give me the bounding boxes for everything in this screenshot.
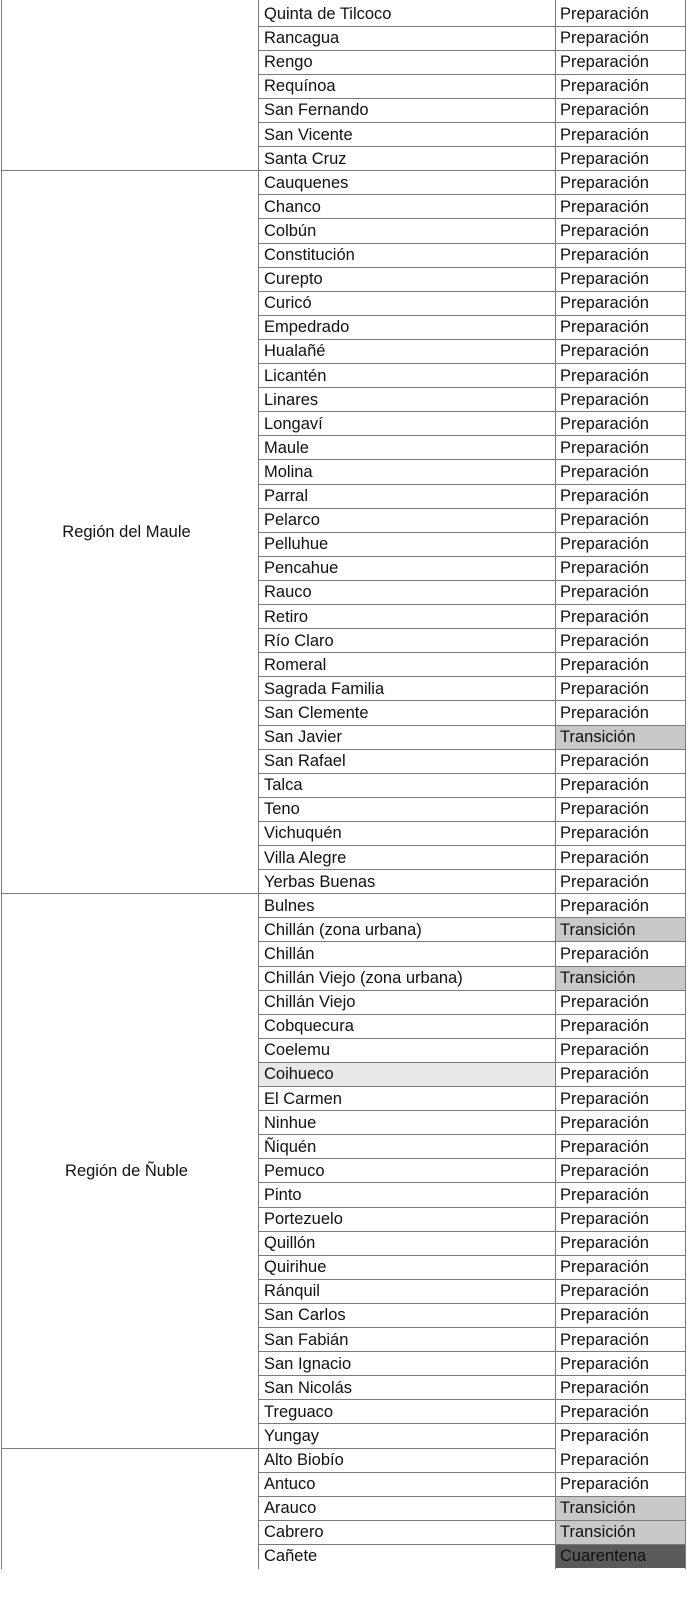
- region-name: [1, 1448, 258, 1569]
- row-separator: [258, 50, 686, 51]
- row-separator: [258, 1110, 686, 1111]
- fase-cell: Cuarentena: [555, 1544, 685, 1568]
- fase-cell: Preparación: [555, 123, 685, 147]
- comuna-cell: Ránquil: [264, 1282, 320, 1301]
- fase-cell: Preparación: [555, 1376, 685, 1400]
- comuna-cell: Quinta de Tilcoco: [264, 5, 392, 23]
- row-separator: [258, 990, 686, 991]
- comuna-cell: San Ignacio: [264, 1354, 352, 1373]
- fase-cell: Preparación: [555, 749, 685, 773]
- comuna-cell: Retiro: [264, 607, 309, 626]
- fase-cell: Preparación: [555, 1111, 685, 1135]
- fase-cell: Preparación: [555, 894, 685, 918]
- comuna-cell: El Carmen: [264, 1089, 342, 1108]
- row-separator: [258, 1014, 686, 1015]
- fase-cell: Transición: [555, 1496, 685, 1520]
- row-separator: [258, 435, 686, 436]
- comuna-cell: Quillón: [264, 1234, 316, 1253]
- row-separator: [258, 580, 686, 581]
- fase-cell: Preparación: [555, 291, 685, 315]
- row-separator: [258, 725, 686, 726]
- fase-cell: Preparación: [555, 677, 685, 701]
- row-separator: [258, 1375, 686, 1376]
- fase-cell: Preparación: [555, 1207, 685, 1231]
- fase-cell: Preparación: [555, 532, 685, 556]
- row-separator: [258, 363, 686, 364]
- row-separator: [258, 98, 686, 99]
- row-separator: [258, 1182, 686, 1183]
- row-separator: [258, 1472, 686, 1473]
- fase-cell: Preparación: [555, 1135, 685, 1159]
- comuna-cell: Villa Alegre: [264, 848, 347, 867]
- fase-cell: Preparación: [555, 773, 685, 797]
- fase-cell: Preparación: [555, 1014, 685, 1038]
- fase-cell: Preparación: [555, 315, 685, 339]
- col-border-middle: [258, 0, 259, 1569]
- row-separator: [258, 508, 686, 509]
- row-separator: [258, 749, 686, 750]
- comuna-cell: San Vicente: [264, 125, 353, 144]
- fase-cell: Preparación: [555, 605, 685, 629]
- fase-cell: Preparación: [555, 1352, 685, 1376]
- region-name: [1, 2, 258, 171]
- fase-cell: Preparación: [555, 484, 685, 508]
- row-separator: [258, 966, 686, 967]
- comuna-cell: Rengo: [264, 53, 313, 72]
- row-separator: [258, 74, 686, 75]
- row-separator: [258, 1544, 686, 1545]
- comuna-cell: Teno: [264, 800, 300, 819]
- row-separator: [258, 652, 686, 653]
- comuna-cell: San Nicolás: [264, 1378, 353, 1397]
- fase-cell: Preparación: [555, 26, 685, 50]
- comuna-cell: Pelarco: [264, 511, 320, 530]
- comuna-cell: San Javier: [264, 728, 342, 746]
- comuna-cell: Arauco: [264, 1499, 317, 1518]
- comuna-cell: San Carlos: [264, 1306, 346, 1325]
- comuna-cell: Hualañé: [264, 342, 326, 361]
- row-separator: [258, 1279, 686, 1280]
- comuna-cell: Chanco: [264, 197, 321, 216]
- row-separator: [258, 387, 686, 388]
- comuna-cell: Parral: [264, 487, 309, 505]
- row-separator: [258, 26, 686, 27]
- row-separator: [258, 628, 686, 629]
- comuna-cell: Pencahue: [264, 559, 339, 578]
- comuna-cell: Curicó: [264, 294, 312, 313]
- fase-cell: Preparación: [555, 1400, 685, 1424]
- row-separator: [258, 556, 686, 557]
- row-separator: [258, 1399, 686, 1400]
- fase-cell: Preparación: [555, 870, 685, 894]
- fase-cell: Transición: [555, 966, 685, 990]
- row-separator: [258, 821, 686, 822]
- fase-cell: Preparación: [555, 1159, 685, 1183]
- comuna-cell: Romeral: [264, 655, 327, 674]
- fase-cell: Preparación: [555, 219, 685, 243]
- row-separator: [258, 459, 686, 460]
- comuna-cell: Coihueco: [258, 1062, 555, 1086]
- col-border-left: [1, 0, 2, 1569]
- fase-cell: Preparación: [555, 580, 685, 604]
- fase-cell: Preparación: [555, 797, 685, 821]
- comuna-cell: Rauco: [264, 583, 312, 602]
- row-separator: [258, 797, 686, 798]
- comuna-cell: Molina: [264, 462, 313, 481]
- fase-cell: Preparación: [555, 50, 685, 74]
- row-separator: [258, 1158, 686, 1159]
- fase-cell: Preparación: [555, 74, 685, 98]
- fase-cell: Preparación: [555, 1062, 685, 1086]
- fase-cell: Preparación: [555, 629, 685, 653]
- comuna-cell: Licantén: [264, 366, 327, 385]
- fase-cell: Preparación: [555, 1255, 685, 1279]
- row-separator: [258, 1423, 686, 1424]
- row-separator: [258, 1086, 686, 1087]
- row-separator: [258, 941, 686, 942]
- region-name: Región de Ñuble: [65, 1161, 188, 1180]
- fase-cell: Preparación: [555, 1303, 685, 1327]
- fase-cell: Preparación: [555, 942, 685, 966]
- fase-cell: Preparación: [555, 701, 685, 725]
- row-separator: [258, 411, 686, 412]
- comuna-cell: Antuco: [264, 1475, 316, 1494]
- fase-cell: Preparación: [555, 1087, 685, 1111]
- fase-cell: Preparación: [555, 1038, 685, 1062]
- comuna-cell: Yerbas Buenas: [264, 872, 376, 891]
- fase-cell: Preparación: [555, 1231, 685, 1255]
- fase-cell: Transición: [555, 725, 685, 749]
- comuna-cell: Maule: [264, 438, 309, 457]
- row-separator: [258, 604, 686, 605]
- row-separator: [258, 339, 686, 340]
- comuna-cell: Ñiquén: [264, 1137, 317, 1156]
- comuna-cell: Linares: [264, 390, 319, 409]
- comuna-cell: Empedrado: [264, 318, 350, 337]
- fase-cell: Transición: [555, 1520, 685, 1544]
- fase-cell: Preparación: [555, 171, 685, 195]
- row-separator: [258, 1327, 686, 1328]
- row-separator: [258, 845, 686, 846]
- fase-cell: Preparación: [555, 412, 685, 436]
- comuna-cell: San Rafael: [264, 752, 346, 771]
- fase-cell: Preparación: [555, 990, 685, 1014]
- row-separator: [258, 917, 686, 918]
- row-separator: [258, 1520, 686, 1521]
- row-separator: [258, 194, 686, 195]
- row-separator: [258, 773, 686, 774]
- col-border-right: [685, 0, 686, 1569]
- fase-cell: Preparación: [555, 339, 685, 363]
- col-border-status: [555, 0, 556, 1569]
- fase-cell: Preparación: [555, 147, 685, 171]
- comuna-cell: Santa Cruz: [264, 149, 347, 168]
- comuna-cell: Chillán Viejo (zona urbana): [264, 969, 463, 987]
- comuna-cell: Cañete: [264, 1547, 318, 1566]
- comuna-cell: Yungay: [264, 1426, 320, 1445]
- row-separator: [258, 1255, 686, 1256]
- row-separator: [258, 676, 686, 677]
- fase-cell: Preparación: [555, 653, 685, 677]
- fase-cell: Preparación: [555, 1183, 685, 1207]
- row-separator: [258, 315, 686, 316]
- fase-cell: Preparación: [555, 436, 685, 460]
- comuna-cell: Sagrada Familia: [264, 679, 385, 698]
- fase-cell: Preparación: [555, 1424, 685, 1448]
- row-separator: [258, 1496, 686, 1497]
- row-separator: [258, 532, 686, 533]
- fase-cell: Preparación: [555, 846, 685, 870]
- fase-cell: Preparación: [555, 388, 685, 412]
- comuna-cell: Pelluhue: [264, 535, 329, 554]
- comuna-cell: Requínoa: [264, 77, 336, 96]
- comuna-cell: Cabrero: [264, 1523, 324, 1542]
- comuna-cell: Ninhue: [264, 1113, 317, 1132]
- row-separator: [258, 1351, 686, 1352]
- fase-cell: Preparación: [555, 1472, 685, 1496]
- row-separator: [258, 267, 686, 268]
- row-separator: [258, 1134, 686, 1135]
- row-separator: [258, 243, 686, 244]
- comuna-cell: Quirihue: [264, 1258, 327, 1277]
- comuna-cell: Vichuquén: [264, 824, 342, 843]
- comuna-cell: Longaví: [264, 414, 323, 433]
- row-separator: [258, 291, 686, 292]
- fase-cell: Preparación: [555, 1448, 685, 1472]
- comuna-cell: Cauquenes: [264, 173, 349, 192]
- comuna-cell: Pinto: [264, 1185, 302, 1204]
- comuna-cell: Río Claro: [264, 631, 334, 650]
- row-separator: [258, 869, 686, 870]
- comuna-cell: Constitución: [264, 246, 355, 264]
- fase-cell: Preparación: [555, 508, 685, 532]
- comuna-cell: Portezuelo: [264, 1210, 343, 1228]
- row-separator: [258, 122, 686, 123]
- row-separator: [258, 1062, 686, 1063]
- fase-cell: Preparación: [555, 98, 685, 122]
- row-separator: [258, 1207, 686, 1208]
- fase-cell: Preparación: [555, 243, 685, 267]
- fase-cell: Preparación: [555, 821, 685, 845]
- comuna-cell: San Fernando: [264, 101, 369, 120]
- fase-cell: Preparación: [555, 195, 685, 219]
- fase-cell: Transición: [555, 918, 685, 942]
- fase-cell: Preparación: [555, 2, 685, 26]
- comuna-cell: Cobquecura: [264, 1017, 354, 1036]
- comuna-cell: Curepto: [264, 270, 323, 289]
- fase-cell: Preparación: [555, 556, 685, 580]
- row-separator: [258, 1303, 686, 1304]
- row-separator: [258, 1231, 686, 1232]
- region-name: Región del Maule: [62, 522, 191, 541]
- row-separator: [258, 700, 686, 701]
- row-separator: [258, 484, 686, 485]
- row-separator: [258, 146, 686, 147]
- comuna-cell: Bulnes: [264, 896, 315, 915]
- row-separator: [258, 1038, 686, 1039]
- comuna-cell: Talca: [264, 776, 303, 795]
- comuna-cell: Chillán Viejo: [264, 993, 356, 1012]
- comuna-cell: Colbún: [264, 221, 317, 240]
- comuna-cell: Treguaco: [264, 1402, 334, 1421]
- comuna-cell: Chillán: [264, 944, 315, 963]
- fase-cell: Preparación: [555, 1328, 685, 1352]
- comuna-cell: San Fabián: [264, 1330, 349, 1349]
- comuna-cell: Alto Biobío: [264, 1451, 344, 1469]
- fase-cell: Preparación: [555, 267, 685, 291]
- comuna-cell: San Clemente: [264, 703, 369, 722]
- row-separator: [258, 218, 686, 219]
- comuna-cell: Rancagua: [264, 29, 340, 48]
- comuna-cell: Pemuco: [264, 1161, 325, 1180]
- fase-cell: Preparación: [555, 460, 685, 484]
- comuna-cell: Chillán (zona urbana): [264, 920, 422, 939]
- fase-cell: Preparación: [555, 364, 685, 388]
- fase-cell: Preparación: [555, 1279, 685, 1303]
- comuna-cell: Coelemu: [264, 1041, 331, 1060]
